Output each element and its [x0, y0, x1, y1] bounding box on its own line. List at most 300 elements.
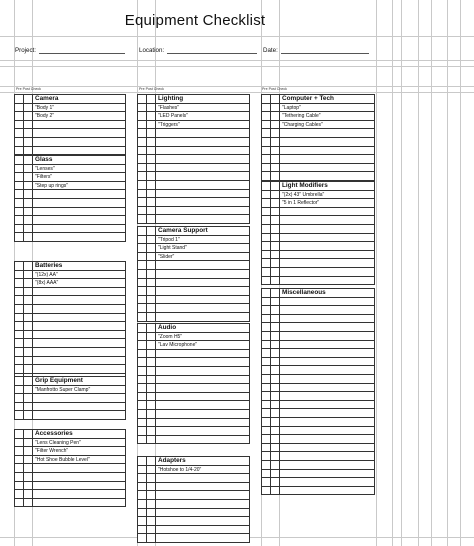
pre-checkbox[interactable] [262, 487, 271, 496]
pre-checkbox[interactable] [262, 349, 271, 357]
pre-checkbox[interactable] [15, 156, 24, 164]
post-checkbox[interactable] [271, 306, 280, 314]
post-checkbox[interactable] [147, 198, 156, 206]
post-checkbox[interactable] [271, 182, 280, 190]
pre-checkbox[interactable] [15, 377, 24, 385]
post-checkbox[interactable] [24, 331, 33, 339]
post-checkbox[interactable] [24, 216, 33, 224]
pre-checkbox[interactable] [15, 104, 24, 112]
checklist-item[interactable] [158, 129, 247, 137]
checklist-item[interactable] [35, 348, 123, 356]
pre-checkbox[interactable] [262, 138, 271, 146]
pre-checkbox[interactable] [138, 236, 147, 244]
post-checkbox[interactable] [24, 233, 33, 242]
post-checkbox[interactable] [24, 138, 33, 146]
post-checkbox[interactable] [271, 298, 280, 306]
post-checkbox[interactable] [24, 279, 33, 287]
pre-checkbox[interactable] [15, 165, 24, 173]
pre-checkbox[interactable] [262, 315, 271, 323]
pre-checkbox[interactable] [262, 164, 271, 172]
checklist-item[interactable]: "Step up rings" [35, 182, 69, 189]
pre-checkbox[interactable] [15, 182, 24, 190]
post-checkbox[interactable] [147, 410, 156, 418]
post-checkbox[interactable] [271, 216, 280, 224]
checklist-item[interactable] [35, 314, 123, 322]
checklist-item[interactable] [35, 129, 123, 137]
checklist-item[interactable]: "Hot Shoe Bubble Level" [35, 456, 90, 463]
post-checkbox[interactable] [24, 482, 33, 490]
post-checkbox[interactable] [271, 384, 280, 392]
pre-checkbox[interactable] [262, 277, 271, 286]
post-checkbox[interactable] [147, 384, 156, 392]
post-checkbox[interactable] [147, 457, 156, 465]
pre-checkbox[interactable] [15, 271, 24, 279]
post-checkbox[interactable] [147, 304, 156, 312]
pre-checkbox[interactable] [262, 129, 271, 137]
checklist-item[interactable]: "Charging Cables" [282, 121, 323, 128]
pre-checkbox[interactable] [138, 517, 147, 525]
checklist-item[interactable] [158, 296, 247, 304]
post-checkbox[interactable] [271, 289, 280, 297]
checklist-item[interactable] [158, 517, 247, 525]
date-field[interactable] [263, 47, 369, 54]
pre-checkbox[interactable] [138, 333, 147, 341]
pre-checkbox[interactable] [15, 447, 24, 455]
checklist-item[interactable] [158, 376, 247, 384]
checklist-item[interactable] [282, 366, 372, 374]
post-checkbox[interactable] [147, 324, 156, 332]
pre-checkbox[interactable] [15, 357, 24, 365]
post-checkbox[interactable] [271, 242, 280, 250]
checklist-item[interactable]: "Tethering Cable" [282, 113, 321, 120]
pre-checkbox[interactable] [262, 366, 271, 374]
post-checkbox[interactable] [271, 332, 280, 340]
pre-checkbox[interactable] [262, 470, 271, 478]
post-checkbox[interactable] [147, 401, 156, 409]
post-checkbox[interactable] [147, 164, 156, 172]
pre-checkbox[interactable] [15, 262, 24, 270]
post-checkbox[interactable] [24, 288, 33, 296]
pre-checkbox[interactable] [138, 500, 147, 508]
checklist-item[interactable] [282, 384, 372, 392]
pre-checkbox[interactable] [15, 199, 24, 207]
post-checkbox[interactable] [147, 427, 156, 435]
post-checkbox[interactable] [147, 121, 156, 129]
checklist-item[interactable]: "Tripod 1" [158, 236, 180, 243]
pre-checkbox[interactable] [15, 403, 24, 411]
post-checkbox[interactable] [271, 341, 280, 349]
post-checkbox[interactable] [271, 461, 280, 469]
post-checkbox[interactable] [147, 104, 156, 112]
post-checkbox[interactable] [24, 490, 33, 498]
pre-checkbox[interactable] [138, 436, 147, 445]
post-checkbox[interactable] [271, 401, 280, 409]
post-checkbox[interactable] [24, 271, 33, 279]
pre-checkbox[interactable] [262, 172, 271, 180]
post-checkbox[interactable] [271, 208, 280, 216]
pre-checkbox[interactable] [15, 305, 24, 313]
checklist-item[interactable] [282, 478, 372, 486]
post-checkbox[interactable] [147, 491, 156, 499]
post-checkbox[interactable] [24, 464, 33, 472]
checklist-item[interactable]: "Hotshoe to 1/4-20" [158, 466, 202, 473]
pre-checkbox[interactable] [262, 251, 271, 259]
post-checkbox[interactable] [24, 190, 33, 198]
post-checkbox[interactable] [24, 411, 33, 420]
pre-checkbox[interactable] [138, 341, 147, 349]
checklist-item[interactable] [282, 470, 372, 478]
post-checkbox[interactable] [24, 394, 33, 402]
pre-checkbox[interactable] [15, 365, 24, 373]
checklist-item[interactable]: "Laptop" [282, 104, 301, 111]
post-checkbox[interactable] [147, 129, 156, 137]
post-checkbox[interactable] [24, 156, 33, 164]
pre-checkbox[interactable] [262, 418, 271, 426]
checklist-item[interactable] [35, 199, 123, 207]
pre-checkbox[interactable] [138, 376, 147, 384]
checklist-item[interactable] [35, 216, 123, 224]
post-checkbox[interactable] [147, 483, 156, 491]
checklist-item[interactable] [35, 499, 123, 508]
post-checkbox[interactable] [147, 138, 156, 146]
checklist-item[interactable] [282, 216, 372, 224]
post-checkbox[interactable] [147, 517, 156, 525]
pre-checkbox[interactable] [15, 339, 24, 347]
pre-checkbox[interactable] [262, 332, 271, 340]
pre-checkbox[interactable] [138, 190, 147, 198]
checklist-item[interactable] [158, 419, 247, 427]
pre-checkbox[interactable] [262, 104, 271, 112]
checklist-item[interactable] [158, 287, 247, 295]
pre-checkbox[interactable] [262, 478, 271, 486]
post-checkbox[interactable] [24, 439, 33, 447]
post-checkbox[interactable] [271, 259, 280, 267]
checklist-item[interactable] [158, 181, 247, 189]
post-checkbox[interactable] [147, 341, 156, 349]
checklist-item[interactable] [282, 251, 372, 259]
post-checkbox[interactable] [271, 392, 280, 400]
pre-checkbox[interactable] [138, 401, 147, 409]
checklist-item[interactable] [35, 322, 123, 330]
post-checkbox[interactable] [147, 181, 156, 189]
post-checkbox[interactable] [24, 456, 33, 464]
post-checkbox[interactable] [24, 499, 33, 508]
checklist-item[interactable] [35, 121, 123, 129]
post-checkbox[interactable] [24, 339, 33, 347]
post-checkbox[interactable] [271, 358, 280, 366]
checklist-item[interactable] [282, 349, 372, 357]
pre-checkbox[interactable] [138, 534, 147, 543]
project-field[interactable] [15, 47, 125, 54]
checklist-item[interactable] [158, 474, 247, 482]
post-checkbox[interactable] [147, 296, 156, 304]
checklist-item[interactable] [158, 367, 247, 375]
checklist-item[interactable]: "Lenses" [35, 165, 55, 172]
pre-checkbox[interactable] [138, 198, 147, 206]
post-checkbox[interactable] [147, 358, 156, 366]
pre-checkbox[interactable] [262, 461, 271, 469]
checklist-item[interactable] [35, 190, 123, 198]
checklist-item[interactable] [35, 403, 123, 411]
post-checkbox[interactable] [147, 270, 156, 278]
post-checkbox[interactable] [147, 227, 156, 235]
checklist-item[interactable] [282, 242, 372, 250]
pre-checkbox[interactable] [262, 298, 271, 306]
checklist-item[interactable]: "(8x) AAA" [35, 280, 59, 287]
checklist-item[interactable] [282, 418, 372, 426]
checklist-item[interactable] [282, 358, 372, 366]
pre-checkbox[interactable] [15, 482, 24, 490]
post-checkbox[interactable] [147, 215, 156, 224]
pre-checkbox[interactable] [138, 526, 147, 534]
pre-checkbox[interactable] [262, 95, 271, 103]
checklist-item[interactable] [35, 138, 123, 146]
pre-checkbox[interactable] [138, 410, 147, 418]
pre-checkbox[interactable] [262, 323, 271, 331]
checklist-item[interactable] [158, 401, 247, 409]
pre-checkbox[interactable] [15, 322, 24, 330]
checklist-item[interactable] [158, 304, 247, 312]
post-checkbox[interactable] [147, 147, 156, 155]
post-checkbox[interactable] [147, 172, 156, 180]
pre-checkbox[interactable] [138, 112, 147, 120]
pre-checkbox[interactable] [262, 358, 271, 366]
pre-checkbox[interactable] [15, 439, 24, 447]
post-checkbox[interactable] [24, 430, 33, 438]
post-checkbox[interactable] [24, 104, 33, 112]
post-checkbox[interactable] [24, 447, 33, 455]
checklist-item[interactable] [35, 365, 123, 373]
post-checkbox[interactable] [24, 386, 33, 394]
pre-checkbox[interactable] [138, 419, 147, 427]
post-checkbox[interactable] [147, 393, 156, 401]
pre-checkbox[interactable] [262, 375, 271, 383]
pre-checkbox[interactable] [262, 182, 271, 190]
checklist-item[interactable]: "5 in 1 Reflector" [282, 200, 320, 207]
pre-checkbox[interactable] [262, 259, 271, 267]
pre-checkbox[interactable] [15, 112, 24, 120]
pre-checkbox[interactable] [138, 270, 147, 278]
checklist-item[interactable] [158, 500, 247, 508]
checklist-item[interactable]: "Body 1" [35, 104, 55, 111]
checklist-item[interactable] [35, 490, 123, 498]
pre-checkbox[interactable] [15, 190, 24, 198]
checklist-item[interactable] [282, 259, 372, 267]
post-checkbox[interactable] [271, 349, 280, 357]
checklist-item[interactable] [35, 339, 123, 347]
post-checkbox[interactable] [24, 314, 33, 322]
pre-checkbox[interactable] [138, 427, 147, 435]
post-checkbox[interactable] [271, 366, 280, 374]
post-checkbox[interactable] [271, 452, 280, 460]
checklist-item[interactable] [282, 268, 372, 276]
checklist-item[interactable] [158, 358, 247, 366]
checklist-item[interactable] [158, 384, 247, 392]
post-checkbox[interactable] [147, 112, 156, 120]
checklist-item[interactable] [158, 483, 247, 491]
post-checkbox[interactable] [24, 403, 33, 411]
post-checkbox[interactable] [271, 225, 280, 233]
pre-checkbox[interactable] [138, 350, 147, 358]
checklist-item[interactable] [282, 164, 372, 172]
checklist-item[interactable] [35, 233, 123, 242]
pre-checkbox[interactable] [15, 225, 24, 233]
pre-checkbox[interactable] [138, 279, 147, 287]
checklist-item[interactable] [35, 331, 123, 339]
checklist-item[interactable] [282, 172, 372, 180]
post-checkbox[interactable] [24, 305, 33, 313]
post-checkbox[interactable] [147, 207, 156, 215]
post-checkbox[interactable] [147, 509, 156, 517]
checklist-item[interactable] [158, 491, 247, 499]
pre-checkbox[interactable] [138, 457, 147, 465]
post-checkbox[interactable] [147, 236, 156, 244]
checklist-item[interactable] [158, 207, 247, 215]
checklist-item[interactable] [282, 225, 372, 233]
post-checkbox[interactable] [271, 277, 280, 286]
post-checkbox[interactable] [271, 487, 280, 496]
pre-checkbox[interactable] [138, 367, 147, 375]
checklist-item[interactable] [35, 473, 123, 481]
checklist-item[interactable]: "Lens Cleaning Pen" [35, 439, 81, 446]
checklist-item[interactable] [35, 208, 123, 216]
pre-checkbox[interactable] [138, 313, 147, 322]
post-checkbox[interactable] [271, 409, 280, 417]
post-checkbox[interactable] [24, 473, 33, 481]
pre-checkbox[interactable] [262, 147, 271, 155]
post-checkbox[interactable] [24, 121, 33, 129]
pre-checkbox[interactable] [262, 234, 271, 242]
pre-checkbox[interactable] [15, 216, 24, 224]
checklist-item[interactable] [158, 215, 247, 224]
pre-checkbox[interactable] [15, 314, 24, 322]
pre-checkbox[interactable] [15, 173, 24, 181]
checklist-item[interactable] [282, 298, 372, 306]
pre-checkbox[interactable] [15, 296, 24, 304]
checklist-item[interactable] [158, 279, 247, 287]
post-checkbox[interactable] [147, 436, 156, 445]
checklist-item[interactable]: "Body 2" [35, 113, 55, 120]
checklist-item[interactable] [158, 147, 247, 155]
pre-checkbox[interactable] [138, 393, 147, 401]
pre-checkbox[interactable] [138, 296, 147, 304]
pre-checkbox[interactable] [15, 411, 24, 420]
pre-checkbox[interactable] [138, 215, 147, 224]
pre-checkbox[interactable] [138, 304, 147, 312]
post-checkbox[interactable] [147, 367, 156, 375]
checklist-item[interactable] [158, 155, 247, 163]
checklist-item[interactable] [35, 482, 123, 490]
checklist-item[interactable] [282, 234, 372, 242]
pre-checkbox[interactable] [262, 341, 271, 349]
checklist-item[interactable] [282, 409, 372, 417]
pre-checkbox[interactable] [15, 464, 24, 472]
pre-checkbox[interactable] [262, 121, 271, 129]
pre-checkbox[interactable] [262, 409, 271, 417]
post-checkbox[interactable] [147, 474, 156, 482]
checklist-item[interactable] [35, 394, 123, 402]
pre-checkbox[interactable] [138, 509, 147, 517]
post-checkbox[interactable] [271, 268, 280, 276]
post-checkbox[interactable] [271, 234, 280, 242]
pre-checkbox[interactable] [15, 95, 24, 103]
checklist-item[interactable] [35, 147, 123, 156]
pre-checkbox[interactable] [138, 466, 147, 474]
checklist-item[interactable] [158, 138, 247, 146]
post-checkbox[interactable] [271, 444, 280, 452]
pre-checkbox[interactable] [15, 430, 24, 438]
checklist-item[interactable] [282, 427, 372, 435]
checklist-item[interactable] [282, 208, 372, 216]
post-checkbox[interactable] [24, 182, 33, 190]
checklist-item[interactable] [158, 190, 247, 198]
pre-checkbox[interactable] [15, 456, 24, 464]
pre-checkbox[interactable] [262, 199, 271, 207]
checklist-item[interactable]: "Triggers" [158, 121, 180, 128]
checklist-item[interactable] [282, 315, 372, 323]
post-checkbox[interactable] [271, 375, 280, 383]
post-checkbox[interactable] [24, 173, 33, 181]
post-checkbox[interactable] [147, 333, 156, 341]
checklist-item[interactable] [282, 147, 372, 155]
pre-checkbox[interactable] [138, 384, 147, 392]
post-checkbox[interactable] [271, 323, 280, 331]
post-checkbox[interactable] [147, 534, 156, 543]
post-checkbox[interactable] [24, 357, 33, 365]
pre-checkbox[interactable] [138, 181, 147, 189]
post-checkbox[interactable] [24, 225, 33, 233]
checklist-item[interactable] [282, 375, 372, 383]
pre-checkbox[interactable] [262, 216, 271, 224]
post-checkbox[interactable] [24, 365, 33, 373]
post-checkbox[interactable] [271, 251, 280, 259]
checklist-item[interactable] [282, 277, 372, 286]
post-checkbox[interactable] [24, 296, 33, 304]
post-checkbox[interactable] [271, 191, 280, 199]
pre-checkbox[interactable] [262, 155, 271, 163]
pre-checkbox[interactable] [138, 207, 147, 215]
post-checkbox[interactable] [24, 165, 33, 173]
checklist-item[interactable] [282, 452, 372, 460]
pre-checkbox[interactable] [15, 499, 24, 508]
pre-checkbox[interactable] [15, 279, 24, 287]
pre-checkbox[interactable] [138, 227, 147, 235]
pre-checkbox[interactable] [15, 331, 24, 339]
pre-checkbox[interactable] [138, 261, 147, 269]
post-checkbox[interactable] [24, 95, 33, 103]
pre-checkbox[interactable] [138, 121, 147, 129]
checklist-item[interactable] [282, 461, 372, 469]
pre-checkbox[interactable] [138, 138, 147, 146]
checklist-item[interactable] [35, 225, 123, 233]
pre-checkbox[interactable] [262, 225, 271, 233]
post-checkbox[interactable] [147, 419, 156, 427]
pre-checkbox[interactable] [262, 384, 271, 392]
pre-checkbox[interactable] [15, 208, 24, 216]
post-checkbox[interactable] [271, 418, 280, 426]
checklist-item[interactable] [282, 323, 372, 331]
checklist-item[interactable] [35, 357, 123, 365]
checklist-item[interactable] [282, 341, 372, 349]
post-checkbox[interactable] [271, 435, 280, 443]
post-checkbox[interactable] [147, 287, 156, 295]
checklist-item[interactable]: "(12x) AA" [35, 271, 58, 278]
post-checkbox[interactable] [271, 147, 280, 155]
checklist-item[interactable] [158, 427, 247, 435]
checklist-item[interactable] [282, 332, 372, 340]
checklist-item[interactable]: "Lav Microphone" [158, 342, 198, 349]
post-checkbox[interactable] [147, 350, 156, 358]
